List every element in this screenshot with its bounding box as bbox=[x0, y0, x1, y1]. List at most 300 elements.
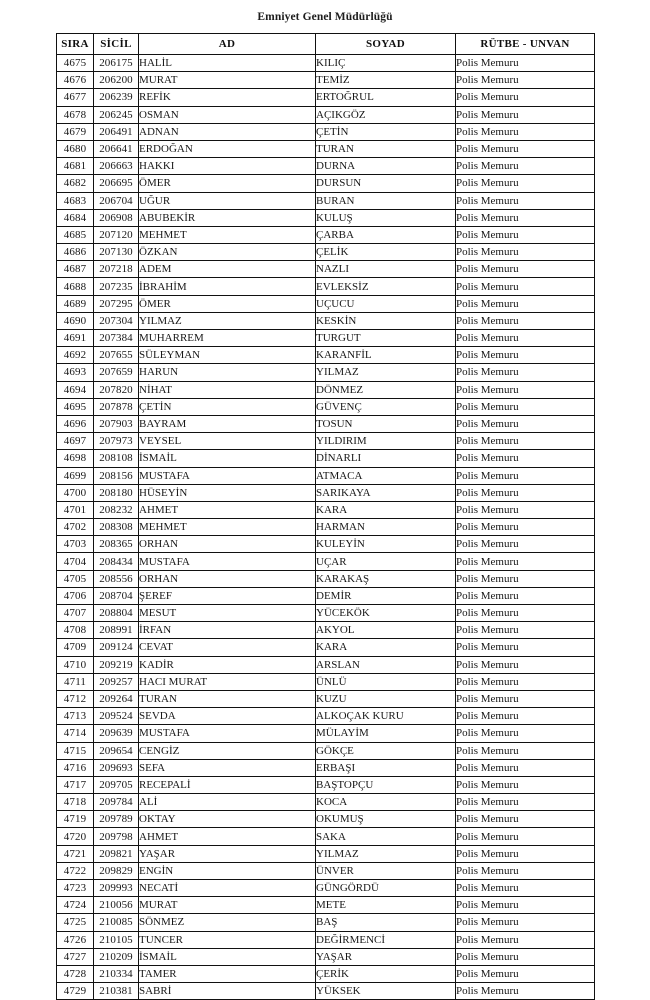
table-row bbox=[57, 880, 595, 897]
cell-ad: HARUN bbox=[139, 364, 316, 381]
cell-rutbe: Polis Memuru bbox=[456, 965, 595, 982]
cell-rutbe: Polis Memuru bbox=[456, 673, 595, 690]
cell-rutbe: Polis Memuru bbox=[456, 364, 595, 381]
cell-sicil: 206491 bbox=[94, 123, 139, 140]
cell-sicil: 206200 bbox=[94, 72, 139, 89]
cell-sira: 4692 bbox=[57, 347, 94, 364]
cell-soyad: KARAKAŞ bbox=[316, 570, 456, 587]
cell-rutbe: Polis Memuru bbox=[456, 347, 595, 364]
cell-ad: İRFAN bbox=[139, 622, 316, 639]
cell-rutbe: Polis Memuru bbox=[456, 312, 595, 329]
cell-sicil: 206245 bbox=[94, 106, 139, 123]
cell-sira: 4727 bbox=[57, 948, 94, 965]
cell-sicil: 208156 bbox=[94, 467, 139, 484]
cell-sicil: 210085 bbox=[94, 914, 139, 931]
cell-rutbe: Polis Memuru bbox=[456, 415, 595, 432]
cell-rutbe: Polis Memuru bbox=[456, 897, 595, 914]
table-row bbox=[57, 776, 595, 793]
cell-sira: 4681 bbox=[57, 158, 94, 175]
cell-soyad: DURSUN bbox=[316, 175, 456, 192]
table-row bbox=[57, 501, 595, 518]
table-row bbox=[57, 123, 595, 140]
cell-soyad: METE bbox=[316, 897, 456, 914]
cell-ad: MESUT bbox=[139, 605, 316, 622]
cell-soyad: DEMİR bbox=[316, 587, 456, 604]
cell-rutbe: Polis Memuru bbox=[456, 725, 595, 742]
table-row bbox=[57, 433, 595, 450]
cell-sicil: 209654 bbox=[94, 742, 139, 759]
cell-ad: ORHAN bbox=[139, 536, 316, 553]
cell-ad: RECEPALİ bbox=[139, 776, 316, 793]
cell-ad: CEVAT bbox=[139, 639, 316, 656]
cell-sira: 4715 bbox=[57, 742, 94, 759]
cell-sicil: 206695 bbox=[94, 175, 139, 192]
cell-ad: NİHAT bbox=[139, 381, 316, 398]
personnel-roster-table bbox=[56, 33, 595, 1000]
cell-sira: 4700 bbox=[57, 484, 94, 501]
cell-soyad: ATMACA bbox=[316, 467, 456, 484]
cell-rutbe: Polis Memuru bbox=[456, 828, 595, 845]
table-row bbox=[57, 862, 595, 879]
cell-soyad: ÇERİK bbox=[316, 965, 456, 982]
cell-soyad: ÇELİK bbox=[316, 244, 456, 261]
cell-sicil: 207903 bbox=[94, 415, 139, 432]
cell-rutbe: Polis Memuru bbox=[456, 467, 595, 484]
cell-sicil: 206641 bbox=[94, 140, 139, 157]
cell-sicil: 206704 bbox=[94, 192, 139, 209]
cell-rutbe: Polis Memuru bbox=[456, 450, 595, 467]
cell-sira: 4716 bbox=[57, 759, 94, 776]
page-title: Emniyet Genel Müdürlüğü bbox=[257, 11, 393, 23]
cell-sira: 4694 bbox=[57, 381, 94, 398]
cell-ad: İSMAİL bbox=[139, 948, 316, 965]
cell-rutbe: Polis Memuru bbox=[456, 794, 595, 811]
cell-ad: ERDOĞAN bbox=[139, 140, 316, 157]
cell-ad: MEHMET bbox=[139, 519, 316, 536]
cell-rutbe: Polis Memuru bbox=[456, 622, 595, 639]
cell-ad: MUSTAFA bbox=[139, 467, 316, 484]
cell-soyad: AÇIKGÖZ bbox=[316, 106, 456, 123]
cell-sira: 4703 bbox=[57, 536, 94, 553]
table-row bbox=[57, 467, 595, 484]
cell-soyad: YILMAZ bbox=[316, 364, 456, 381]
cell-sira: 4723 bbox=[57, 880, 94, 897]
cell-ad: SEVDA bbox=[139, 708, 316, 725]
cell-rutbe: Polis Memuru bbox=[456, 914, 595, 931]
cell-rutbe: Polis Memuru bbox=[456, 398, 595, 415]
cell-sira: 4685 bbox=[57, 226, 94, 243]
cell-rutbe: Polis Memuru bbox=[456, 501, 595, 518]
table-row bbox=[57, 983, 595, 1000]
cell-ad: HACI MURAT bbox=[139, 673, 316, 690]
cell-rutbe: Polis Memuru bbox=[456, 553, 595, 570]
table-row bbox=[57, 759, 595, 776]
table-row bbox=[57, 553, 595, 570]
cell-ad: ADNAN bbox=[139, 123, 316, 140]
table-row bbox=[57, 914, 595, 931]
cell-soyad: DEĞİRMENCİ bbox=[316, 931, 456, 948]
column-header-soyad: SOYAD bbox=[316, 34, 456, 55]
cell-rutbe: Polis Memuru bbox=[456, 759, 595, 776]
cell-soyad: YILMAZ bbox=[316, 845, 456, 862]
cell-sicil: 208108 bbox=[94, 450, 139, 467]
cell-rutbe: Polis Memuru bbox=[456, 862, 595, 879]
cell-sicil: 207295 bbox=[94, 295, 139, 312]
cell-sicil: 208180 bbox=[94, 484, 139, 501]
cell-ad: ALİ bbox=[139, 794, 316, 811]
cell-sira: 4706 bbox=[57, 587, 94, 604]
cell-ad: MUSTAFA bbox=[139, 553, 316, 570]
cell-sira: 4684 bbox=[57, 209, 94, 226]
table-row bbox=[57, 415, 595, 432]
cell-soyad: KILIÇ bbox=[316, 55, 456, 72]
cell-sira: 4704 bbox=[57, 553, 94, 570]
cell-ad: ÖMER bbox=[139, 175, 316, 192]
table-row bbox=[57, 381, 595, 398]
table-header-row bbox=[57, 34, 595, 55]
cell-sira: 4683 bbox=[57, 192, 94, 209]
cell-ad: VEYSEL bbox=[139, 433, 316, 450]
cell-sicil: 209257 bbox=[94, 673, 139, 690]
cell-rutbe: Polis Memuru bbox=[456, 244, 595, 261]
cell-sira: 4719 bbox=[57, 811, 94, 828]
table-row bbox=[57, 948, 595, 965]
table-row bbox=[57, 140, 595, 157]
cell-sicil: 206908 bbox=[94, 209, 139, 226]
table-row bbox=[57, 673, 595, 690]
cell-sicil: 208365 bbox=[94, 536, 139, 553]
cell-sicil: 208704 bbox=[94, 587, 139, 604]
cell-soyad: BAŞ bbox=[316, 914, 456, 931]
table-row bbox=[57, 226, 595, 243]
cell-soyad: TURAN bbox=[316, 140, 456, 157]
cell-rutbe: Polis Memuru bbox=[456, 123, 595, 140]
cell-ad: UĞUR bbox=[139, 192, 316, 209]
cell-soyad: UÇAR bbox=[316, 553, 456, 570]
table-row bbox=[57, 244, 595, 261]
cell-sira: 4690 bbox=[57, 312, 94, 329]
table-row bbox=[57, 450, 595, 467]
cell-sira: 4675 bbox=[57, 55, 94, 72]
cell-sicil: 209705 bbox=[94, 776, 139, 793]
table-row bbox=[57, 742, 595, 759]
cell-sicil: 207655 bbox=[94, 347, 139, 364]
cell-soyad: UÇUCU bbox=[316, 295, 456, 312]
cell-rutbe: Polis Memuru bbox=[456, 330, 595, 347]
cell-soyad: AKYOL bbox=[316, 622, 456, 639]
cell-soyad: KUZU bbox=[316, 690, 456, 707]
cell-sicil: 210209 bbox=[94, 948, 139, 965]
cell-sira: 4695 bbox=[57, 398, 94, 415]
cell-soyad: DİNARLI bbox=[316, 450, 456, 467]
table-row bbox=[57, 312, 595, 329]
cell-sicil: 210334 bbox=[94, 965, 139, 982]
cell-sira: 4701 bbox=[57, 501, 94, 518]
cell-soyad: ERTOĞRUL bbox=[316, 89, 456, 106]
cell-sicil: 209993 bbox=[94, 880, 139, 897]
cell-sira: 4688 bbox=[57, 278, 94, 295]
cell-soyad: KOCA bbox=[316, 794, 456, 811]
cell-rutbe: Polis Memuru bbox=[456, 295, 595, 312]
cell-sira: 4729 bbox=[57, 983, 94, 1000]
cell-soyad: ERBAŞI bbox=[316, 759, 456, 776]
cell-soyad: MÜLAYİM bbox=[316, 725, 456, 742]
cell-rutbe: Polis Memuru bbox=[456, 811, 595, 828]
cell-rutbe: Polis Memuru bbox=[456, 381, 595, 398]
cell-sira: 4713 bbox=[57, 708, 94, 725]
cell-ad: ENGİN bbox=[139, 862, 316, 879]
cell-sira: 4725 bbox=[57, 914, 94, 931]
cell-ad: ADEM bbox=[139, 261, 316, 278]
cell-soyad: YÜKSEK bbox=[316, 983, 456, 1000]
table-row bbox=[57, 828, 595, 845]
table-row bbox=[57, 278, 595, 295]
cell-ad: AHMET bbox=[139, 828, 316, 845]
table-row bbox=[57, 192, 595, 209]
table-row bbox=[57, 605, 595, 622]
cell-sicil: 209124 bbox=[94, 639, 139, 656]
cell-sira: 4722 bbox=[57, 862, 94, 879]
cell-soyad: DURNA bbox=[316, 158, 456, 175]
cell-soyad: EVLEKSİZ bbox=[316, 278, 456, 295]
cell-soyad: ÜNLÜ bbox=[316, 673, 456, 690]
table-row bbox=[57, 89, 595, 106]
cell-soyad: OKUMUŞ bbox=[316, 811, 456, 828]
cell-sicil: 209524 bbox=[94, 708, 139, 725]
cell-sira: 4702 bbox=[57, 519, 94, 536]
cell-sira: 4687 bbox=[57, 261, 94, 278]
cell-rutbe: Polis Memuru bbox=[456, 587, 595, 604]
cell-rutbe: Polis Memuru bbox=[456, 226, 595, 243]
table-row bbox=[57, 965, 595, 982]
cell-sicil: 209821 bbox=[94, 845, 139, 862]
cell-sicil: 210056 bbox=[94, 897, 139, 914]
cell-sicil: 208308 bbox=[94, 519, 139, 536]
cell-soyad: TEMİZ bbox=[316, 72, 456, 89]
cell-ad: SEFA bbox=[139, 759, 316, 776]
cell-rutbe: Polis Memuru bbox=[456, 55, 595, 72]
cell-sicil: 207384 bbox=[94, 330, 139, 347]
cell-sicil: 207973 bbox=[94, 433, 139, 450]
cell-ad: YAŞAR bbox=[139, 845, 316, 862]
cell-ad: SABRİ bbox=[139, 983, 316, 1000]
cell-ad: ŞEREF bbox=[139, 587, 316, 604]
cell-ad: TAMER bbox=[139, 965, 316, 982]
cell-sicil: 209789 bbox=[94, 811, 139, 828]
cell-sicil: 207820 bbox=[94, 381, 139, 398]
cell-sicil: 207218 bbox=[94, 261, 139, 278]
cell-soyad: GÜNGÖRDÜ bbox=[316, 880, 456, 897]
cell-rutbe: Polis Memuru bbox=[456, 278, 595, 295]
cell-rutbe: Polis Memuru bbox=[456, 209, 595, 226]
roster-table-container bbox=[56, 33, 594, 1000]
table-header bbox=[57, 34, 595, 55]
cell-soyad: GÜVENÇ bbox=[316, 398, 456, 415]
table-row bbox=[57, 158, 595, 175]
cell-sira: 4718 bbox=[57, 794, 94, 811]
table-row bbox=[57, 639, 595, 656]
cell-rutbe: Polis Memuru bbox=[456, 708, 595, 725]
table-row bbox=[57, 725, 595, 742]
cell-soyad: TURGUT bbox=[316, 330, 456, 347]
table-row bbox=[57, 330, 595, 347]
cell-ad: ORHAN bbox=[139, 570, 316, 587]
cell-sicil: 208434 bbox=[94, 553, 139, 570]
cell-rutbe: Polis Memuru bbox=[456, 656, 595, 673]
cell-soyad: BURAN bbox=[316, 192, 456, 209]
table-row bbox=[57, 708, 595, 725]
cell-ad: MEHMET bbox=[139, 226, 316, 243]
cell-rutbe: Polis Memuru bbox=[456, 605, 595, 622]
cell-sicil: 207878 bbox=[94, 398, 139, 415]
table-row bbox=[57, 536, 595, 553]
cell-sira: 4678 bbox=[57, 106, 94, 123]
cell-sira: 4720 bbox=[57, 828, 94, 845]
cell-sira: 4691 bbox=[57, 330, 94, 347]
cell-soyad: SARIKAYA bbox=[316, 484, 456, 501]
cell-sicil: 207120 bbox=[94, 226, 139, 243]
table-row bbox=[57, 622, 595, 639]
cell-sira: 4724 bbox=[57, 897, 94, 914]
cell-ad: SÖNMEZ bbox=[139, 914, 316, 931]
table-row bbox=[57, 106, 595, 123]
cell-rutbe: Polis Memuru bbox=[456, 158, 595, 175]
cell-ad: MUHARREM bbox=[139, 330, 316, 347]
cell-sicil: 207304 bbox=[94, 312, 139, 329]
cell-sira: 4689 bbox=[57, 295, 94, 312]
cell-sicil: 207235 bbox=[94, 278, 139, 295]
cell-soyad: BAŞTOPÇU bbox=[316, 776, 456, 793]
cell-rutbe: Polis Memuru bbox=[456, 72, 595, 89]
cell-ad: TURAN bbox=[139, 690, 316, 707]
cell-rutbe: Polis Memuru bbox=[456, 175, 595, 192]
cell-soyad: ARSLAN bbox=[316, 656, 456, 673]
cell-ad: HAKKI bbox=[139, 158, 316, 175]
cell-sira: 4726 bbox=[57, 931, 94, 948]
table-row bbox=[57, 347, 595, 364]
cell-sira: 4697 bbox=[57, 433, 94, 450]
cell-soyad: ÇARBA bbox=[316, 226, 456, 243]
cell-ad: MURAT bbox=[139, 897, 316, 914]
table-body bbox=[57, 55, 595, 1000]
cell-ad: HALİL bbox=[139, 55, 316, 72]
cell-rutbe: Polis Memuru bbox=[456, 880, 595, 897]
cell-rutbe: Polis Memuru bbox=[456, 776, 595, 793]
cell-rutbe: Polis Memuru bbox=[456, 140, 595, 157]
cell-sicil: 209264 bbox=[94, 690, 139, 707]
cell-sira: 4679 bbox=[57, 123, 94, 140]
cell-ad: SÜLEYMAN bbox=[139, 347, 316, 364]
cell-soyad: TOSUN bbox=[316, 415, 456, 432]
cell-sira: 4708 bbox=[57, 622, 94, 639]
cell-soyad: KESKİN bbox=[316, 312, 456, 329]
table-row bbox=[57, 845, 595, 862]
cell-ad: YILMAZ bbox=[139, 312, 316, 329]
cell-sira: 4711 bbox=[57, 673, 94, 690]
cell-sicil: 210381 bbox=[94, 983, 139, 1000]
cell-ad: NECATİ bbox=[139, 880, 316, 897]
table-row bbox=[57, 897, 595, 914]
table-row bbox=[57, 261, 595, 278]
cell-sicil: 209829 bbox=[94, 862, 139, 879]
column-header-ad: AD bbox=[139, 34, 316, 55]
cell-sira: 4693 bbox=[57, 364, 94, 381]
table-row bbox=[57, 72, 595, 89]
cell-sira: 4699 bbox=[57, 467, 94, 484]
table-row bbox=[57, 398, 595, 415]
cell-soyad: HARMAN bbox=[316, 519, 456, 536]
cell-ad: OSMAN bbox=[139, 106, 316, 123]
cell-rutbe: Polis Memuru bbox=[456, 742, 595, 759]
table-row bbox=[57, 811, 595, 828]
cell-sira: 4707 bbox=[57, 605, 94, 622]
cell-sicil: 207659 bbox=[94, 364, 139, 381]
cell-ad: İSMAİL bbox=[139, 450, 316, 467]
cell-rutbe: Polis Memuru bbox=[456, 519, 595, 536]
cell-sicil: 208991 bbox=[94, 622, 139, 639]
cell-soyad: KARA bbox=[316, 501, 456, 518]
cell-soyad: YÜCEKÖK bbox=[316, 605, 456, 622]
cell-ad: MUSTAFA bbox=[139, 725, 316, 742]
cell-sira: 4677 bbox=[57, 89, 94, 106]
cell-ad: KADİR bbox=[139, 656, 316, 673]
cell-sicil: 209639 bbox=[94, 725, 139, 742]
cell-rutbe: Polis Memuru bbox=[456, 983, 595, 1000]
cell-soyad: ÜNVER bbox=[316, 862, 456, 879]
cell-soyad: KULUŞ bbox=[316, 209, 456, 226]
cell-sicil: 208232 bbox=[94, 501, 139, 518]
cell-ad: HÜSEYİN bbox=[139, 484, 316, 501]
cell-sicil: 206239 bbox=[94, 89, 139, 106]
cell-sira: 4705 bbox=[57, 570, 94, 587]
table-row bbox=[57, 484, 595, 501]
cell-sira: 4682 bbox=[57, 175, 94, 192]
cell-rutbe: Polis Memuru bbox=[456, 931, 595, 948]
cell-rutbe: Polis Memuru bbox=[456, 570, 595, 587]
table-row bbox=[57, 209, 595, 226]
cell-ad: AHMET bbox=[139, 501, 316, 518]
cell-rutbe: Polis Memuru bbox=[456, 261, 595, 278]
cell-sicil: 206175 bbox=[94, 55, 139, 72]
cell-sicil: 208556 bbox=[94, 570, 139, 587]
column-header-sira: SIRA bbox=[57, 34, 94, 55]
table-row bbox=[57, 656, 595, 673]
cell-ad: ABUBEKİR bbox=[139, 209, 316, 226]
table-row bbox=[57, 295, 595, 312]
cell-sira: 4709 bbox=[57, 639, 94, 656]
cell-sira: 4686 bbox=[57, 244, 94, 261]
cell-ad: BAYRAM bbox=[139, 415, 316, 432]
cell-sicil: 210105 bbox=[94, 931, 139, 948]
cell-sicil: 207130 bbox=[94, 244, 139, 261]
cell-sicil: 206663 bbox=[94, 158, 139, 175]
cell-rutbe: Polis Memuru bbox=[456, 433, 595, 450]
cell-ad: ÖMER bbox=[139, 295, 316, 312]
table-row bbox=[57, 587, 595, 604]
table-row bbox=[57, 364, 595, 381]
cell-sira: 4696 bbox=[57, 415, 94, 432]
cell-soyad: KARA bbox=[316, 639, 456, 656]
table-row bbox=[57, 175, 595, 192]
cell-rutbe: Polis Memuru bbox=[456, 845, 595, 862]
cell-soyad: SAKA bbox=[316, 828, 456, 845]
cell-sira: 4676 bbox=[57, 72, 94, 89]
cell-rutbe: Polis Memuru bbox=[456, 948, 595, 965]
table-row bbox=[57, 931, 595, 948]
cell-soyad: YILDIRIM bbox=[316, 433, 456, 450]
cell-sira: 4680 bbox=[57, 140, 94, 157]
cell-ad: İBRAHİM bbox=[139, 278, 316, 295]
